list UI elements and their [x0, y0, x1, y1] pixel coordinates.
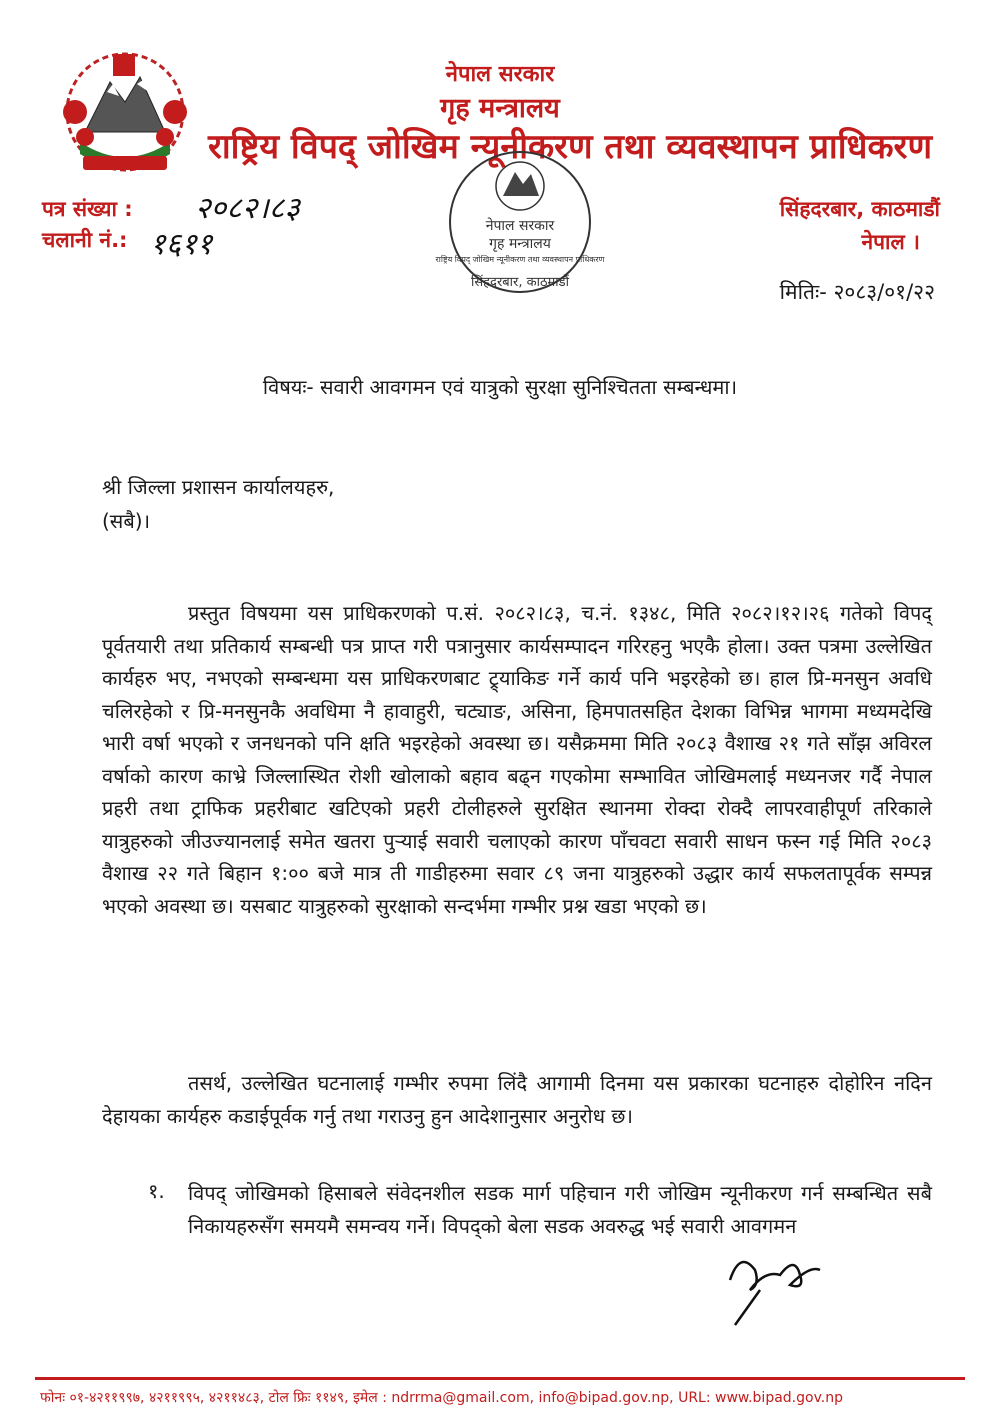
recipient-line1: श्री जिल्ला प्रशासन कार्यालयहरु, — [102, 475, 335, 499]
ministry-name: गृह मन्त्रालय — [440, 93, 560, 124]
stamp-line1: नेपाल सरकार — [485, 218, 555, 234]
body-paragraph-1: प्रस्तुत विषयमा यस प्राधिकरणको प.सं. २०८२।८३, च.नं. १३४८, मिति २०८२।१२।२६ गतेको विपद् पूर्वतयारी तथा प्रतिकार्य सम्बन्धी पत्र प्राप्त गरी पत्रानुसार कार्यसम्पादन गरिरहनु भएकै होला। उक्त पत्रमा उल्लेखित कार्यहरु भए, नभएको सम्बन्धमा यस प्राधिकरणबाट ट्र्याकिङ गर्ने कार्य पनि भइरहेको छ। हाल प्रि-मनसुन अवधि चलिरहेको र प्रि-मनसुनकै अवधिमा नै हावाहुरी, चट्याङ, असिना, हिमपातसहित देशका विभिन्न भागमा मध्यमदेखि भारी वर्षा भएको र जनधनको पनि क्षति भइरहेको अवस्था छ। यसैक्रममा मिति २०८३ वैशाख २१ गते साँझ अविरल वर्षाको कारण काभ्रे जिल्लास्थित रोशी खोलाको बहाव बढ्न गएकोमा सम्भावित जोखिमलाई मध्यनजर गर्दै नेपाल प्रहरी तथा ट्राफिक प्रहरीबाट खटिएको प्रहरी टोलीहरुले सुरक्षित स्थानमा रोक्दा रोक्दै लापरवाहीपूर्ण तरिकाले यात्रुहरुको जीउज्यानलाई समेत खतरा पुर्‍याई सवारी चलाएको कारण पाँचवटा सवारी साधन फस्न गई मिति २०८३ वैशाख २२ गते बिहान १:०० बजे मात्र ती गाडीहरुमा सवार ८९ जना यात्रुहरुको उद्धार कार्य सफलतापूर्वक सम्पन्न भएको अवस्था छ। यसबाट यात्रुहरुको सुरक्षाको सन्दर्भमा गम्भीर प्रश्न खडा भएको छ। — [102, 601, 932, 918]
govt-name: नेपाल सरकार — [445, 62, 555, 87]
stamp-line3: राष्ट्रिय विपद् जोखिम न्यूनीकरण तथा व्यवस्थापन प्राधिकरण — [435, 255, 605, 264]
stamp-line4: सिंहदरबार, काठमाडौं — [470, 275, 570, 290]
footer-contact: फोनः ०१-४२११९९७, ४२११९९५, ४२११४८३, टोल फ्रिः ११४९, इमेल : ndrrma@gmail.com, info@bipad.gov.np, URL: www.bipad.gov.np — [40, 1390, 843, 1406]
recipient-line2: (सबै)। — [102, 509, 151, 533]
patra-value: २०८२।८३ — [195, 191, 300, 226]
patra-label: पत्र संख्या : — [42, 197, 133, 221]
chalani-label: चलानी नं.: — [42, 228, 128, 252]
item-1-number: १. — [148, 1179, 165, 1203]
address-line2: नेपाल । — [861, 230, 920, 254]
letter-date: मितिः- २०८३/०१/२२ — [779, 280, 935, 304]
item-1-text: विपद् जोखिमको हिसाबले संवेदनशील सडक मार्ग पहिचान गरी जोखिम न्यूनीकरण गर्न सम्बन्धित सबै निकायहरुसँग समयमै समन्वय गर्ने। विपद्को बेला सडक अवरुद्ध भई सवारी आवगमन — [188, 1181, 932, 1238]
body-paragraph-2: तसर्थ, उल्लेखित घटनालाई गम्भीर रुपमा लिंदै आगामी दिनमा यस प्रकारका घटनाहरु दोहोरिन नदिन देहायका कार्यहरु कडाईपूर्वक गर्नु तथा गराउनु हुन आदेशानुसार अनुरोध छ। — [102, 1071, 932, 1128]
address-line1: सिंहदरबार, काठमाडौं — [779, 197, 940, 221]
footer-rule — [35, 1377, 965, 1380]
stamp-line2: गृह मन्त्रालय — [489, 236, 551, 252]
chalani-value: १६११ — [150, 227, 213, 262]
authority-name: राष्ट्रिय विपद् जोखिम न्यूनीकरण तथा व्यवस्थापन प्राधिकरण — [207, 127, 933, 167]
subject-line: विषयः- सवारी आवगमन एवं यात्रुको सुरक्षा सुनिश्चितता सम्बन्धमा। — [262, 375, 738, 399]
handwritten-signature — [700, 1240, 850, 1330]
office-stamp — [425, 150, 615, 310]
